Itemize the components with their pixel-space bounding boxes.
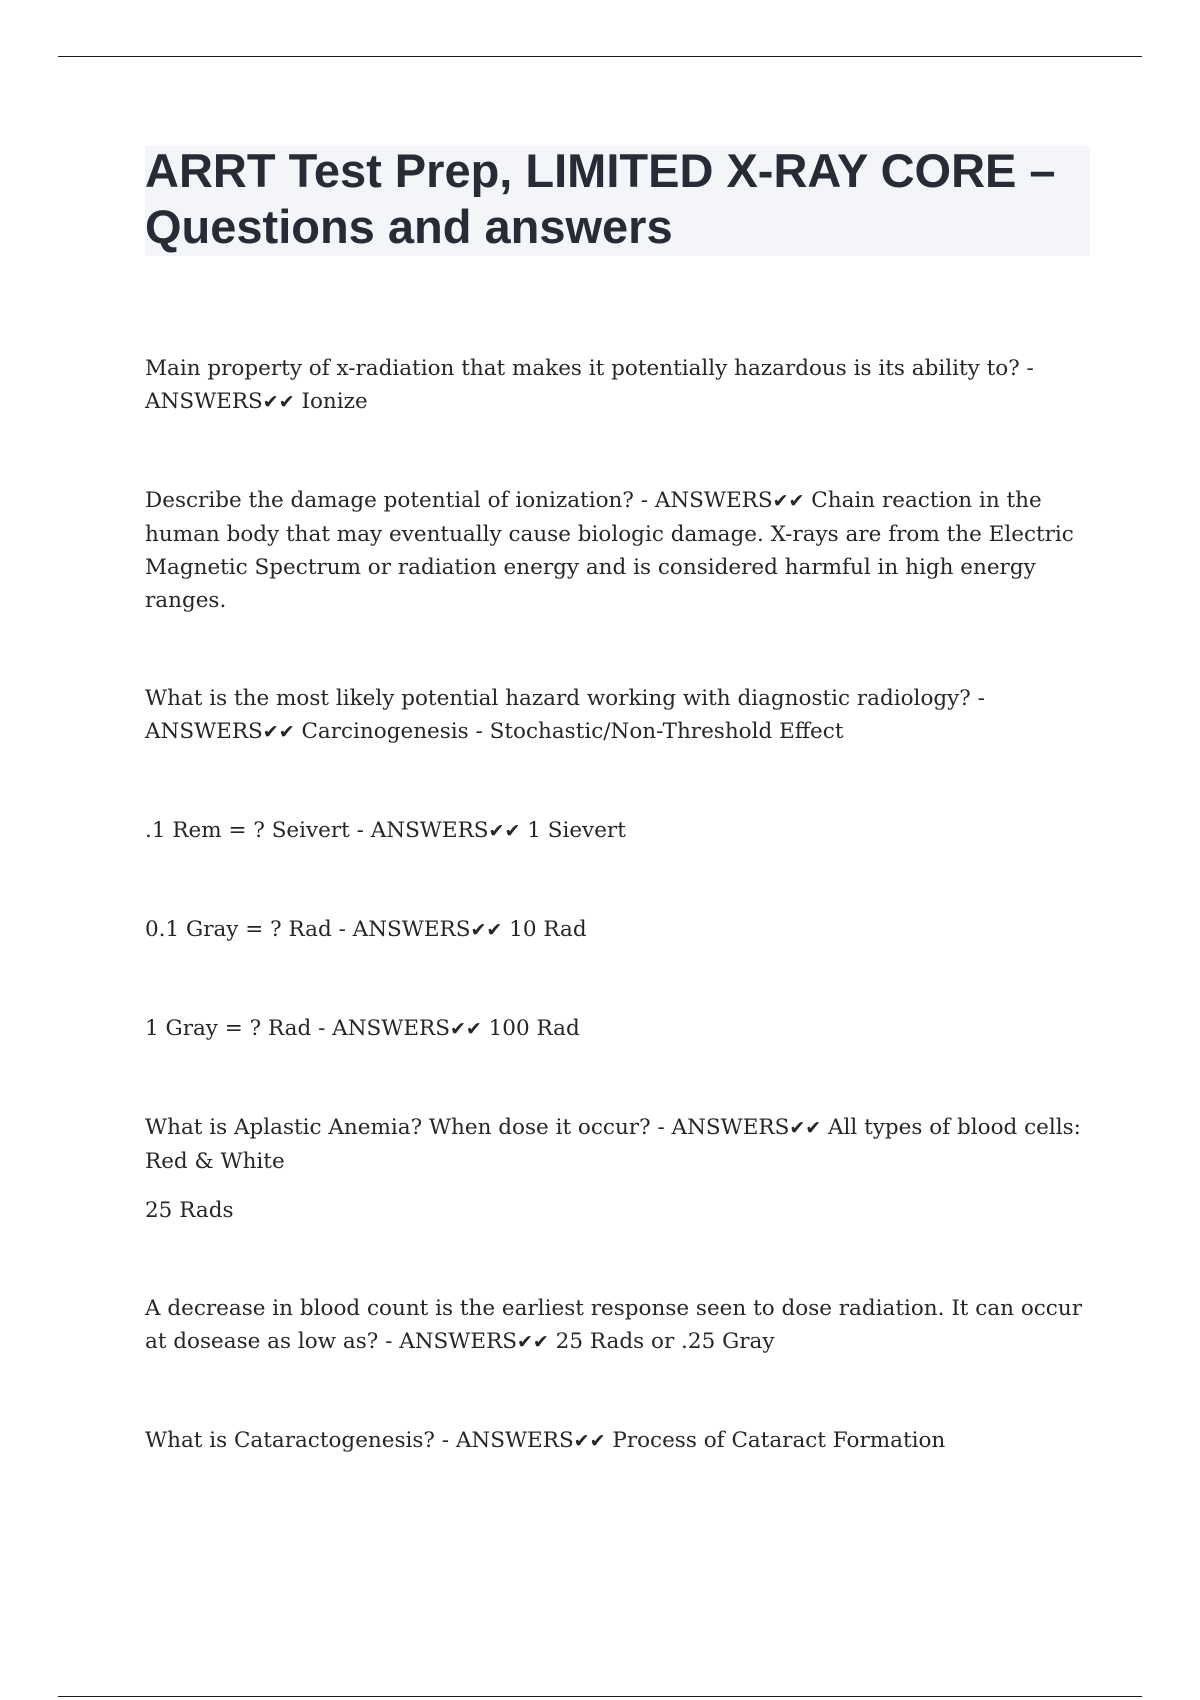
answer-text: Chain reaction in the human body that may eventually cause biologic damage. X-rays are from the Electric Magnetic Spectrum or radiation energy and is considered harmful in high energy ranges. — [145, 488, 1074, 613]
question-text: Describe the damage potential of ionization? - ANSWERS — [145, 488, 773, 513]
checkmark-icon: ✔✔ — [488, 820, 521, 842]
answer-text: 1 Sievert — [520, 818, 626, 843]
top-rule — [58, 56, 1142, 57]
question-text: A decrease in blood count is the earliest response seen to dose radiation. It can occur at dosease as low as? - ANSWERS — [145, 1296, 1082, 1354]
checkmark-icon: ✔✔ — [772, 490, 805, 512]
qa-item — [145, 1424, 1090, 1458]
checkmark-icon: ✔✔ — [262, 391, 295, 413]
question-text: What is Aplastic Anemia? When dose it occur? - ANSWERS — [145, 1115, 790, 1140]
qa-item — [145, 682, 1090, 749]
answer-text: Carcinogenesis - Stochastic/Non-Threshold Effect — [294, 719, 844, 744]
checkmark-icon: ✔✔ — [573, 1430, 606, 1452]
answer-text: Process of Cataract Formation — [605, 1428, 946, 1453]
question-text: 1 Gray = ? Rad - ANSWERS — [145, 1016, 450, 1041]
question-text: What is the most likely potential hazard working with diagnostic radiology? - ANSWERS — [145, 686, 985, 744]
question-text: 0.1 Gray = ? Rad - ANSWERS — [145, 917, 471, 942]
qa-item — [145, 484, 1090, 617]
qa-item — [145, 1012, 1090, 1046]
answer-text: 100 Rad — [481, 1016, 580, 1041]
checkmark-icon: ✔✔ — [470, 919, 503, 941]
qa-item — [145, 814, 1090, 848]
checkmark-icon: ✔✔ — [262, 721, 295, 743]
answer-text: 10 Rad — [502, 917, 587, 942]
document-title: ARRT Test Prep, LIMITED X-RAY CORE – Questions and answers — [145, 144, 1056, 253]
bottom-rule — [58, 1696, 1142, 1697]
question-text: Main property of x-radiation that makes it potentially hazardous is its ability to? - ANSWERS — [145, 356, 1034, 414]
title-highlight — [145, 146, 1090, 256]
checkmark-icon: ✔✔ — [789, 1117, 822, 1139]
checkmark-icon: ✔✔ — [449, 1018, 482, 1040]
qa-item — [145, 1292, 1090, 1359]
question-text: .1 Rem = ? Seivert - ANSWERS — [145, 818, 489, 843]
answer-extra-line: 25 Rads — [145, 1198, 234, 1223]
checkmark-icon: ✔✔ — [517, 1331, 549, 1353]
qa-item — [145, 1111, 1090, 1178]
question-text: What is Cataractogenesis? - ANSWERS — [145, 1428, 574, 1453]
qa-list — [145, 352, 1090, 1458]
answer-text: Ionize — [294, 389, 368, 414]
answer-text: 25 Rads or .25 Gray — [548, 1329, 775, 1354]
answer-text: All types of blood cells: Red & White — [145, 1115, 1081, 1174]
qa-item — [145, 352, 1090, 419]
qa-item — [145, 913, 1090, 947]
